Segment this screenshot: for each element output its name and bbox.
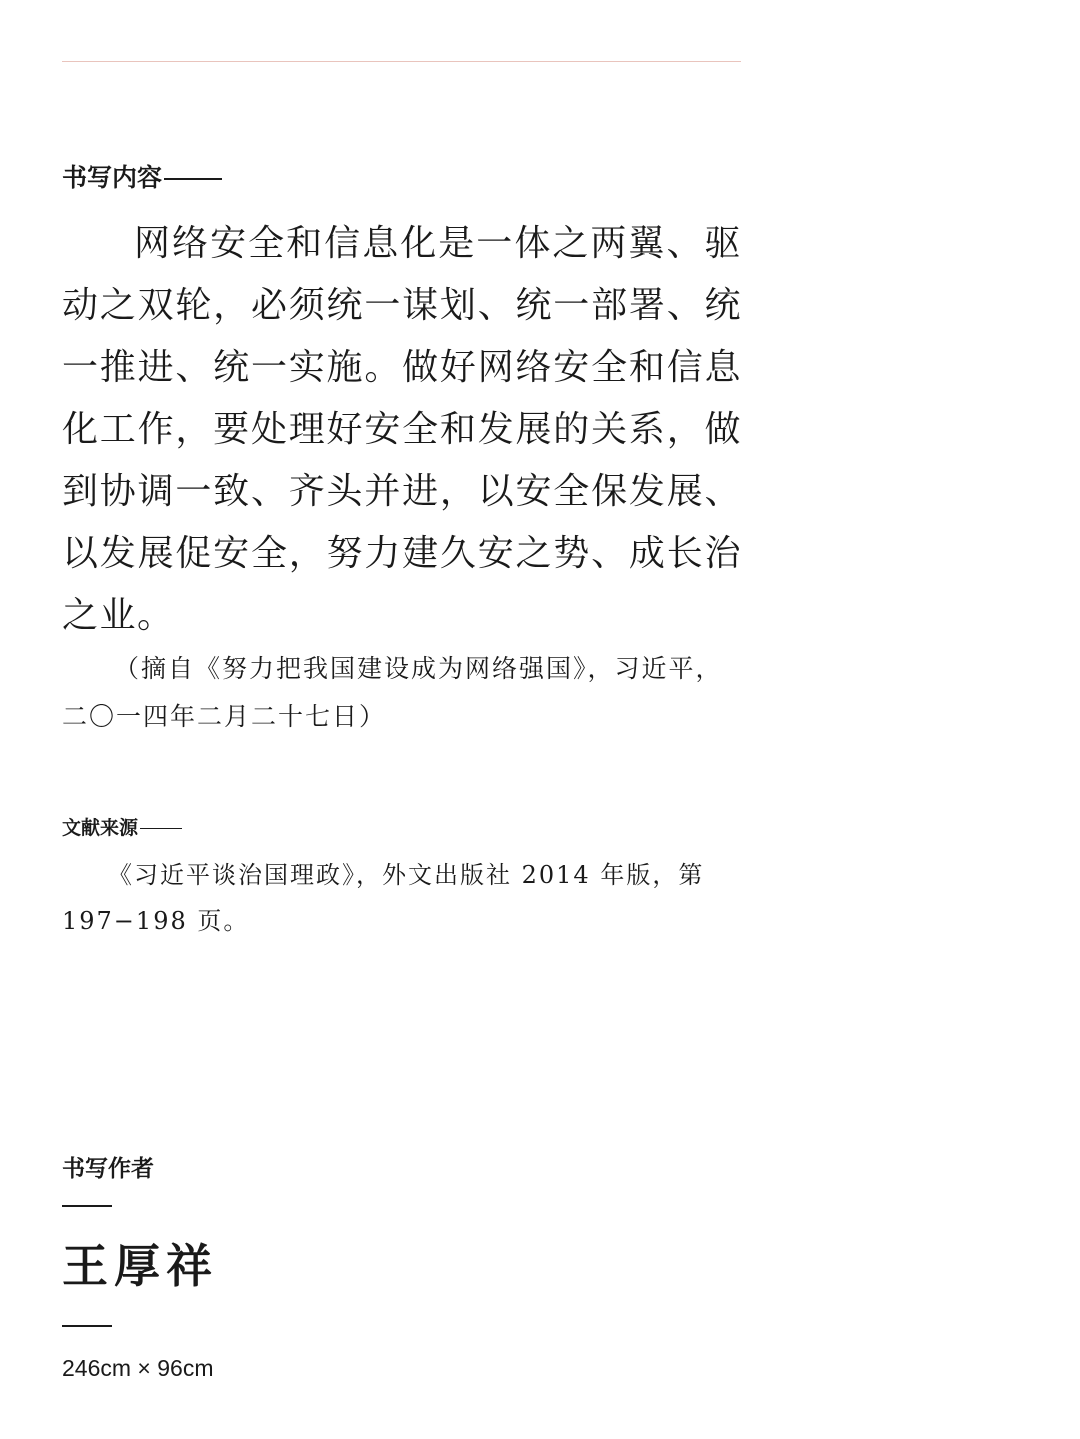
artwork-dimensions: 246cm × 96cm	[62, 1355, 214, 1381]
author-name: 王厚祥	[62, 1239, 218, 1293]
calligraphy-text: 网络安全和信息化是一体之两翼、驱动之双轮，必须统一谋划、统一部署、统一推进、统一实施。做好网络安全和信息化工作，要处理好安全和发展的关系，做到协调一致、齐头并进，以安全保发展、以发展促安全，努力建久安之势、成长治之业。	[62, 223, 742, 636]
author-rule-top	[62, 1205, 112, 1207]
author-heading: 书写作者	[62, 1156, 154, 1182]
source-heading-label: 文献来源	[62, 817, 139, 839]
content-heading	[62, 160, 222, 196]
source-text: 《习近平谈治国理政》，外文出版社 2014 年版，第 197−198 页。	[62, 861, 705, 935]
source-heading	[62, 814, 182, 842]
author-rule-bottom	[62, 1325, 112, 1327]
heading-dash	[164, 178, 222, 180]
excerpt-citation: （摘自《努力把我国建设成为网络强国》，习近平，二〇一四年二月二十七日）	[62, 654, 723, 731]
top-divider	[62, 61, 741, 62]
heading-dash	[140, 828, 182, 829]
content-heading-label: 书写内容	[62, 163, 163, 192]
